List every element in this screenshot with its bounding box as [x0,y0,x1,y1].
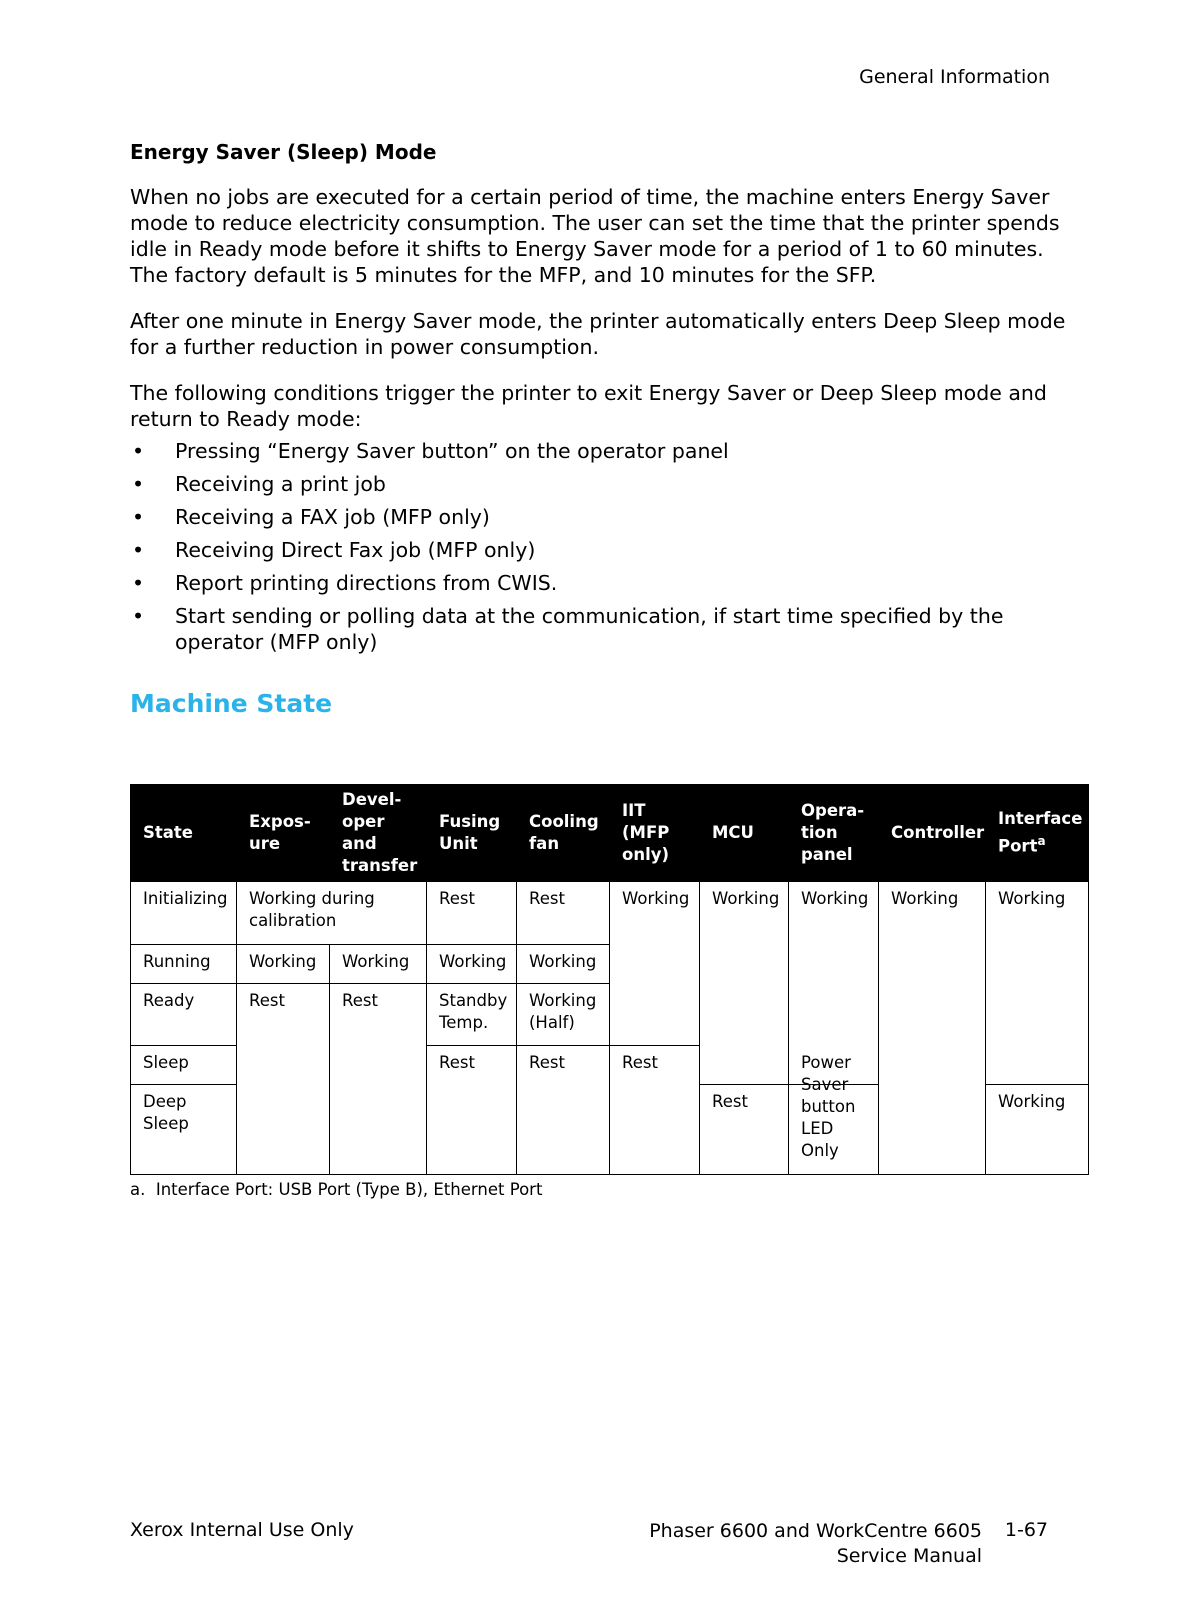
cell-fusing: Working [427,945,517,984]
cell-interface: Working [986,1085,1089,1175]
column-header-exposure: Expos- ure [237,785,330,882]
list-item-text: Report printing directions from CWIS. [175,571,558,595]
column-header-cooling: Cooling fan [517,785,610,882]
column-header-state: State [131,785,237,882]
bullet-icon: • [132,505,145,529]
energy-saver-heading: Energy Saver (Sleep) Mode [130,140,437,164]
bullet-icon: • [132,439,145,463]
cell-mcu: Working [700,882,789,1085]
list-item-text: Receiving a print job [175,472,386,496]
cell-fusing: Rest [427,1046,517,1175]
bullet-icon: • [132,538,145,562]
main-content [130,140,1085,718]
energy-saver-paragraph-1: When no jobs are executed for a certain period of time, the machine enters Energy Saver mode to reduce electricity consumption. The user can set the time that the printer spends idle in Ready mode before it shifts to Energy Saver mode for a period of 1 to 60 minutes. The factory default is 5 minutes for the MFP, and 10 minutes for the SFP. [130,185,1060,287]
column-header-interface [986,785,1089,882]
bullet-icon: • [132,571,145,595]
list-item [130,570,1085,596]
cell-cooling: Working (Half) [517,984,610,1046]
bullet-icon: • [132,472,145,496]
table-header-row [131,785,1089,882]
list-item [130,603,1085,655]
cell-iit: Working [610,882,700,1046]
cell-state: Ready [131,984,237,1046]
exit-conditions-list [130,438,1085,655]
machine-state-heading: Machine State [130,689,333,718]
list-item-text: Receiving a FAX job (MFP only) [175,505,490,529]
list-item [130,471,1085,497]
list-item-text: Pressing “Energy Saver button” on the operator panel [175,439,729,463]
list-item [130,438,1085,464]
bullet-icon: • [132,604,145,628]
running-header: General Information [859,66,1050,88]
table-footnote [130,1180,542,1199]
cell-cooling: Rest [517,1046,610,1175]
column-header-mcu: MCU [700,785,789,882]
cell-exposure-developer: Working during calibration [237,882,427,945]
cell-fusing: Rest [427,882,517,945]
page-number: 1-67 [1004,1519,1048,1541]
footnote-mark: a. [130,1180,146,1199]
list-item [130,504,1085,530]
energy-saver-paragraph-3: The following conditions trigger the printer to exit Energy Saver or Deep Sleep mode and return to Ready mode: [130,381,1047,431]
cell-exposure: Rest [237,984,330,1175]
list-item [130,537,1085,563]
column-header-developer: Devel- oper and transfer [330,785,427,882]
cell-interface: Working [986,882,1089,1085]
footnote-marker: a [1037,834,1046,849]
footer-manual-name: Service Manual [836,1545,982,1567]
column-header-operation: Opera- tion panel [789,785,879,882]
cell-cooling: Rest [517,882,610,945]
column-header-iit: IIT (MFP only) [610,785,700,882]
footer-product-info [649,1519,982,1569]
energy-saver-paragraph-2: After one minute in Energy Saver mode, the printer automatically enters Deep Sleep mode for a further reduction in power consumption. [130,309,1066,359]
column-header-fusing: Fusing Unit [427,785,517,882]
list-item-text: Receiving Direct Fax job (MFP only) [175,538,536,562]
cell-exposure: Working [237,945,330,984]
column-header-controller: Controller [879,785,986,882]
cell-state: Running [131,945,237,984]
cell-state: Initializing [131,882,237,945]
footnote-text: Interface Port: USB Port (Type B), Ethernet Port [155,1180,543,1199]
cell-fusing: Standby Temp. [427,984,517,1046]
list-item-text: Start sending or polling data at the communication, if start time specified by the operator (MFP only) [175,604,1004,654]
footer-product-name: Phaser 6600 and WorkCentre 6605 [649,1520,982,1542]
cell-operation [789,1053,879,1175]
machine-state-table [130,784,1089,1175]
cell-state: Sleep [131,1046,237,1085]
cell-state: Deep Sleep [131,1085,237,1175]
table-row-initializing [131,882,1089,945]
cell-iit: Rest [610,1046,700,1175]
cell-developer: Working [330,945,427,984]
cell-operation: Working [789,882,879,1085]
interface-header-label: Interface Port [998,809,1083,856]
cell-mcu: Rest [700,1085,789,1175]
cell-controller: Working [879,882,986,1175]
cell-operation-text: Power Saver button LED Only [801,1053,856,1160]
footer-confidentiality: Xerox Internal Use Only [130,1519,354,1541]
cell-developer: Rest [330,984,427,1175]
cell-cooling: Working [517,945,610,984]
